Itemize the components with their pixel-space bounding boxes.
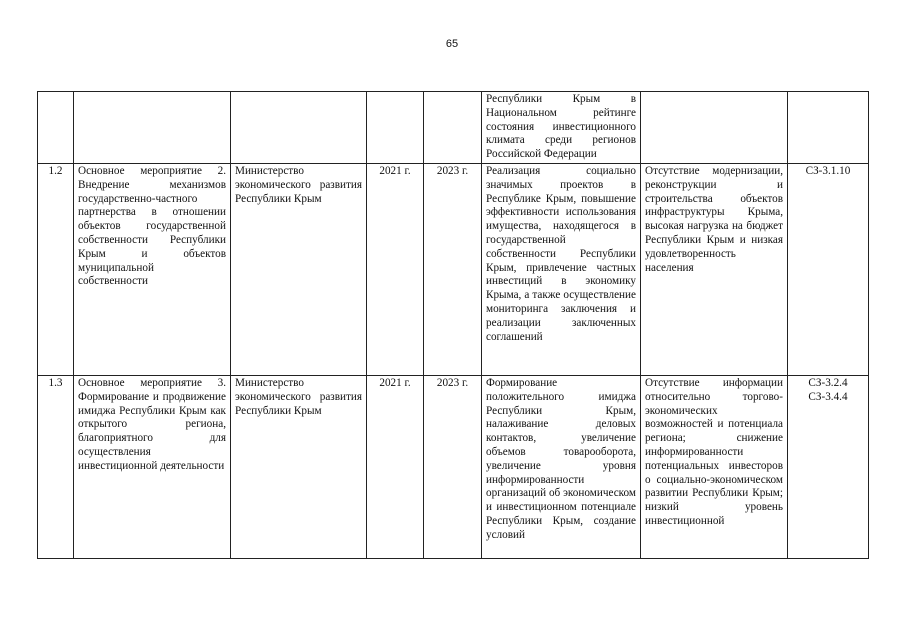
code: СЗ-3.1.10	[805, 164, 851, 177]
cell-num: 1.3	[38, 375, 74, 558]
page-number: 65	[445, 38, 459, 50]
cell-result: Формирование положительного имиджа Республики Крым, налаживание деловых контактов, увеличение объемов товарооборота, увеличение уровня информированности организаций об экономическом и инвестиционном потенциале Республики Крым, создание условий	[482, 375, 641, 558]
cell-codes	[788, 92, 869, 164]
cell-codes	[788, 163, 869, 375]
cell-start: 2021 г.	[367, 375, 424, 558]
cell-consequences: Отсутствие модернизации, реконструкции и строительства объектов инфраструктуры Крыма, высокая нагрузка на бюджет Республики Крым и низкая удовлетворенность населения	[641, 163, 788, 375]
cell-num	[38, 92, 74, 164]
cell-end: 2023 г.	[424, 375, 482, 558]
measures-table	[37, 91, 869, 559]
code: СЗ-3.4.4	[808, 390, 848, 403]
cell-executor: Министерство экономического развития Республики Крым	[231, 163, 367, 375]
cell-num: 1.2	[38, 163, 74, 375]
cell-result: Реализация социально значимых проектов в Республике Крым, повышение эффективности использования имущества, находящегося в государственной собственности Республики Крым, привлечение частных инвестиций в экономику Крыма, а также осуществление мониторинга заключения и реализации заключенных соглашений	[482, 163, 641, 375]
table-row-continuation	[38, 92, 869, 164]
cell-result: Республики Крым в Национальном рейтинге состояния инвестиционного климата среди регионов Российской Федерации	[482, 92, 641, 164]
cell-start	[367, 92, 424, 164]
cell-consequences	[641, 92, 788, 164]
cell-measure	[74, 92, 231, 164]
cell-end	[424, 92, 482, 164]
cell-codes	[788, 375, 869, 558]
cell-measure: Основное мероприятие 2. Внедрение механизмов государственно-частного партнерства в отношении объектов государственной собственности Республики Крым и объектов муниципальной собственности	[74, 163, 231, 375]
code: СЗ-3.2.4	[808, 376, 848, 389]
cell-end: 2023 г.	[424, 163, 482, 375]
cell-start: 2021 г.	[367, 163, 424, 375]
cell-measure: Основное мероприятие 3. Формирование и продвижение имиджа Республики Крым как открытого региона, благоприятного для осуществления инвестиционной деятельности	[74, 375, 231, 558]
table-row	[38, 163, 869, 375]
table-row	[38, 375, 869, 558]
cell-consequences: Отсутствие информации относительно торгово-экономических возможностей и потенциала региона; снижение информированности потенциальных инвесторов о социально-экономическом развитии Республики Крым; низкий уровень инвестиционной	[641, 375, 788, 558]
cell-executor	[231, 92, 367, 164]
cell-executor: Министерство экономического развития Республики Крым	[231, 375, 367, 558]
